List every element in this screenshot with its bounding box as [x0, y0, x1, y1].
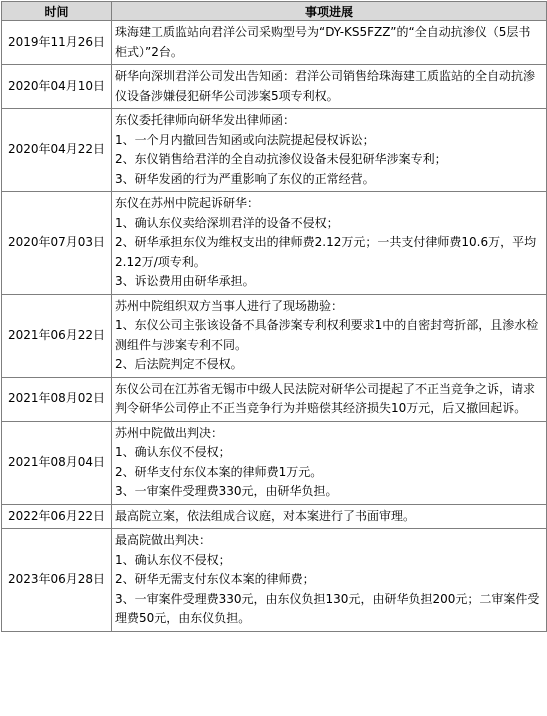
- table-row: [2, 65, 547, 109]
- table-row: [2, 192, 547, 295]
- event-line: 1、确认东仪不侵权；: [115, 552, 231, 567]
- event-line: 东仪公司在江苏省无锡市中级人民法院对研华公司提起了不正当竞争之诉，请求判令研华公司停止不正当竞争行为并赔偿其经济损失10万元，后又撤回起诉。: [115, 381, 536, 415]
- row-date: 2020年04月22日: [2, 109, 112, 192]
- event-line: 1、确认东仪不侵权；: [115, 445, 231, 459]
- event-line: 2、研华承担东仪为维权支出的律师费2.12万元；一共支付律师费10.6万，平均2.12万/项专利。: [115, 235, 537, 269]
- event-line: 东仪在苏州中院起诉研华：: [115, 196, 260, 210]
- row-date: 2020年07月03日: [2, 192, 112, 295]
- row-date: 2023年06月28日: [2, 529, 112, 632]
- event-line: 最高院立案，依法组成合议庭，对本案进行了书面审理。: [115, 508, 416, 523]
- header-row: [2, 2, 547, 21]
- event-line: 2、后法院判定不侵权。: [115, 357, 243, 371]
- table-row: [2, 504, 547, 529]
- row-event: [112, 21, 547, 65]
- table-row: [2, 109, 547, 192]
- event-line: 3、诉讼费用由研华承担。: [115, 274, 255, 288]
- table-row: [2, 294, 547, 377]
- table-row: [2, 21, 547, 65]
- row-event: [112, 109, 547, 192]
- event-line: 苏州中院组织双方当事人进行了现场勘验：: [115, 298, 344, 313]
- event-line: 东仪委托律师向研华发出律师函：: [115, 113, 296, 127]
- row-date: 2022年06月22日: [2, 504, 112, 529]
- row-event: [112, 529, 547, 632]
- header-event: 事项进展: [112, 2, 547, 21]
- event-line: 3、一审案件受理费330元，由研华负担。: [115, 484, 338, 498]
- header-date: 时间: [2, 2, 112, 21]
- row-event: [112, 377, 547, 421]
- row-event: [112, 294, 547, 377]
- table-row: [2, 377, 547, 421]
- event-line: 3、研华发函的行为严重影响了东仪的正常经营。: [115, 171, 375, 186]
- event-line: 3、一审案件受理费330元，由东仪负担130元，由研华负担200元；二审案件受理费50元，由东仪负担。: [115, 591, 540, 625]
- timeline-table: [1, 1, 547, 632]
- event-line: 2、东仪销售给君洋的全自动抗渗仪设备未侵犯研华涉案专利；: [115, 152, 447, 166]
- page: [0, 1, 547, 716]
- table-row: [2, 421, 547, 504]
- row-date: 2021年06月22日: [2, 294, 112, 377]
- row-event: [112, 65, 547, 109]
- event-line: 2、研华支付东仪本案的律师费1万元。: [115, 464, 323, 479]
- row-event: [112, 421, 547, 504]
- row-date: 2021年08月02日: [2, 377, 112, 421]
- row-date: 2019年11月26日: [2, 21, 112, 65]
- event-line: 最高院做出判决：: [115, 533, 212, 547]
- row-date: 2021年08月04日: [2, 421, 112, 504]
- event-line: 2、研华无需支付东仪本案的律师费；: [115, 572, 315, 586]
- event-line: 珠海建工质监站向君洋公司采购型号为“DY-KS5FZZ”的“全自动抗渗仪（5层书柜式）”2台。: [115, 25, 531, 59]
- event-line: 研华向深圳君洋公司发出告知函：君洋公司销售给珠海建工质监站的全自动抗渗仪设备涉嫌侵犯研华公司涉案5项专利权。: [115, 69, 536, 103]
- event-line: 1、一个月内撤回告知函或向法院提起侵权诉讼；: [115, 132, 375, 147]
- event-line: 1、确认东仪卖给深圳君洋的设备不侵权；: [115, 215, 339, 230]
- row-event: [112, 192, 547, 295]
- event-line: 1、东仪公司主张该设备不具备涉案专利权利要求1中的自密封弯折部，且渗水检测组件与涉案专利不同。: [115, 318, 539, 352]
- table-row: [2, 529, 547, 632]
- row-event: [112, 504, 547, 529]
- event-line: 苏州中院做出判决：: [115, 425, 224, 440]
- row-date: 2020年04月10日: [2, 65, 112, 109]
- table-body: [2, 21, 547, 632]
